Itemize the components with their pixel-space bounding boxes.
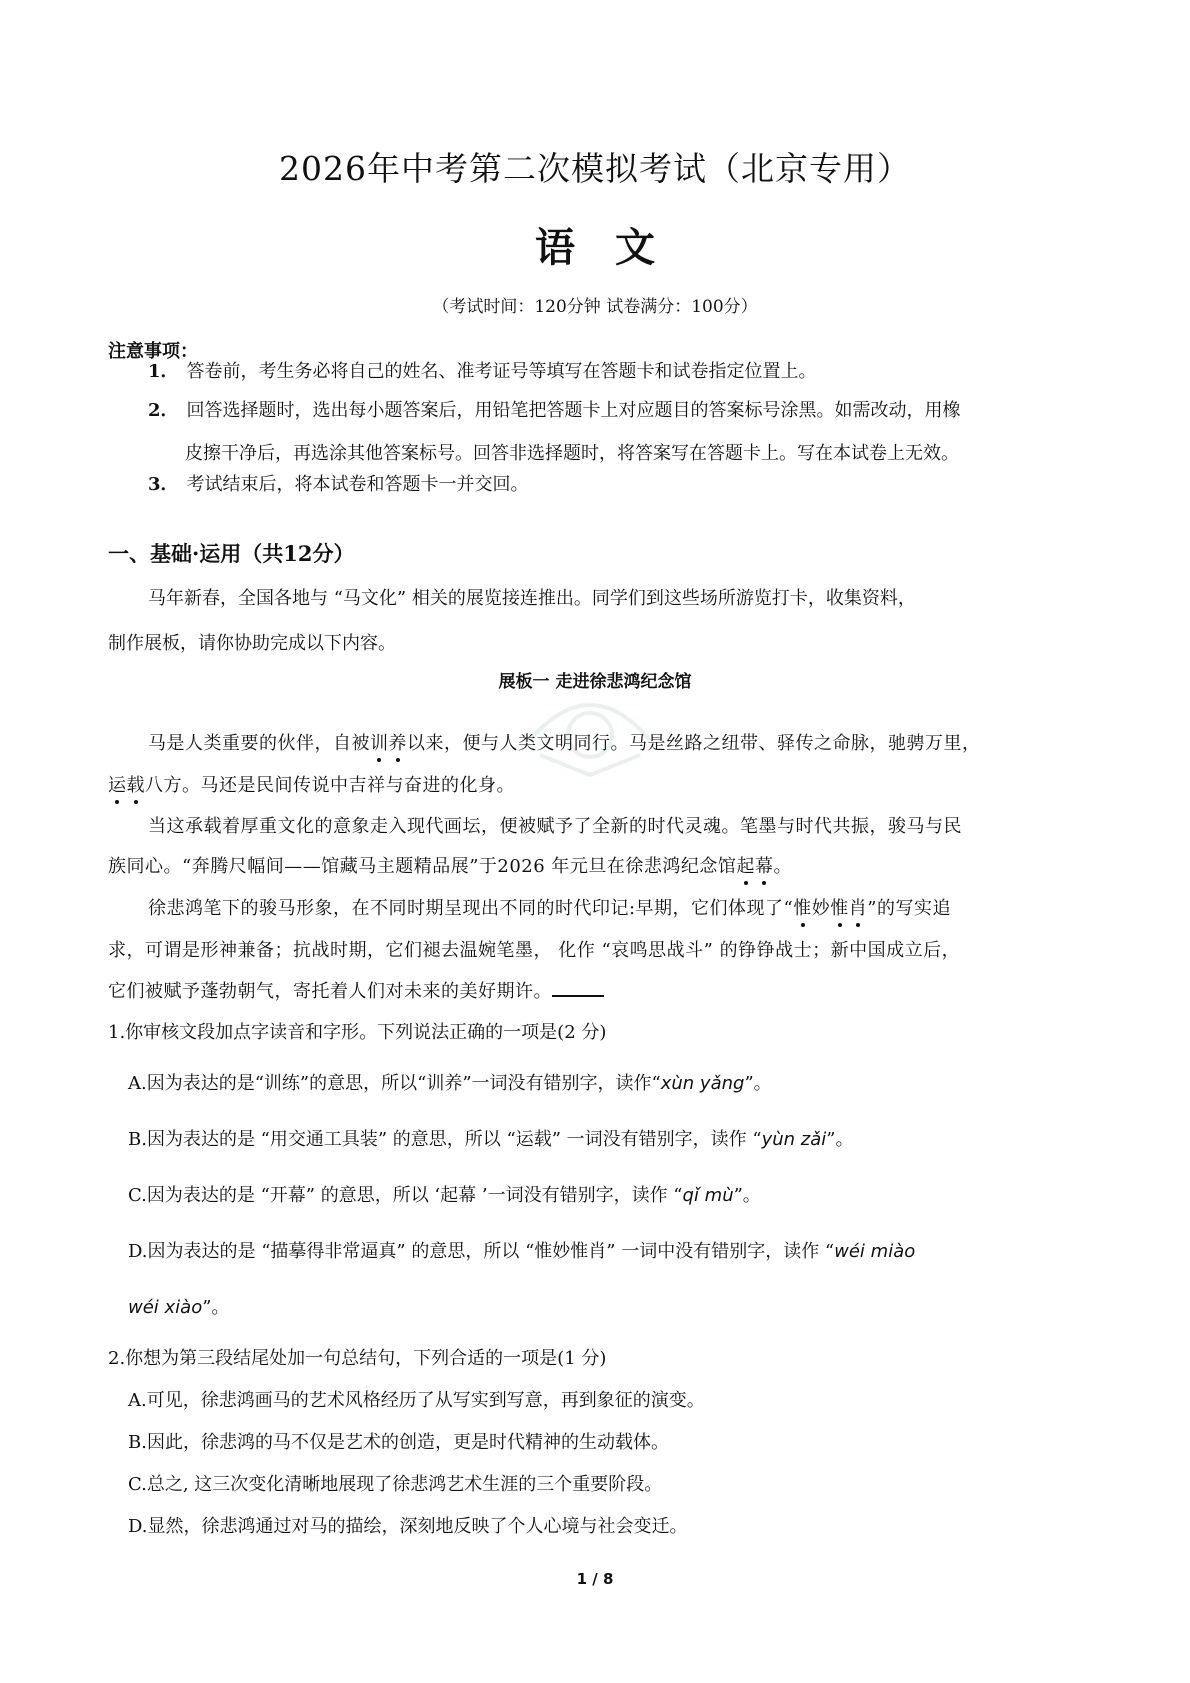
text: 妙 <box>811 898 831 919</box>
dotted-char: 幕 <box>754 856 774 877</box>
option-text: ”。 <box>733 1185 761 1206</box>
notice-heading: 注意事项： <box>108 341 198 362</box>
answer-blank[interactable] <box>552 979 604 997</box>
para1-line1 <box>148 729 1088 755</box>
page-number: 1 / 8 <box>576 1570 614 1588</box>
para3-line3 <box>108 977 1086 1003</box>
text: 以来，便与人类文明同行。马是丝路之纽带、驿传之命脉，驰骋万里， <box>407 733 981 754</box>
notice-item-1 <box>148 351 1086 393</box>
option-text: D.因为表达的是 “描摹得非常逼真” 的意思，所以 “惟妙惟肖” 一词中没有错别字，读作 “ <box>128 1241 835 1262</box>
para2-line1: 当这承载着厚重文化的意象走入现代画坛，便被赋予了全新的时代灵魂。笔墨与时代共振，骏马与民 <box>148 816 962 837</box>
dotted-char: 起 <box>736 856 755 877</box>
exam-info: （考试时间：120分钟 试卷满分：100分） <box>432 297 758 317</box>
dotted-char: 运 <box>108 775 127 796</box>
dotted-char: 肖 <box>848 898 868 919</box>
subject-char-2: 文 <box>615 224 655 271</box>
dotted-char: 惟 <box>793 898 812 919</box>
pinyin: xùn yǎng <box>660 1073 745 1094</box>
notice-num: 3． <box>148 474 179 495</box>
section-heading: 一、基础·运用（共12分） <box>108 541 355 566</box>
dotted-char: 训 <box>370 733 389 754</box>
q1-option-c[interactable] <box>128 1181 1088 1207</box>
pinyin: wéi miào <box>834 1241 916 1262</box>
para1-line2 <box>108 771 1086 797</box>
option-text: ”。 <box>202 1297 230 1318</box>
option-text: A.因为表达的是“训练”的意思，所以“训养”一词没有错别字，读作“ <box>128 1073 661 1094</box>
q2-option-d[interactable]: D.显然，徐悲鸿通过对马的描绘，深刻地反映了个人心境与社会变迁。 <box>128 1516 688 1537</box>
text: 马是人类重要的伙伴，自被 <box>148 733 370 754</box>
notice-text: 回答选择题时，选出每小题答案后，用铅笔把答题卡上对应题目的答案标号涂黑。如需改动，用橡 <box>186 400 961 421</box>
option-text: ”。 <box>826 1129 854 1150</box>
para3-line2: 求，可谓是形神兼备；抗战时期，它们褪去温婉笔墨， 化作 “哀鸣思战斗” 的铮铮战士；新中国成立后， <box>108 940 961 961</box>
dotted-char: 惟 <box>830 898 849 919</box>
notice-item-2-cont: 皮擦干净后，再选涂其他答案标号。回答非选择题时，将答案写在答题卡上。写在本试卷上无效。 <box>185 443 959 464</box>
option-text: B.因为表达的是 “用交通工具装” 的意思，所以 “运载” 一词没有错别字，读作 “ <box>128 1129 762 1150</box>
option-text: C.因为表达的是 “开幕” 的意思，所以 ‘起幕 ’一词没有错别字，读作 “ <box>128 1185 683 1206</box>
text: 它们被赋予蓬勃朝气，寄托着人们对未来的美好期许。 <box>108 981 552 1002</box>
q1-option-d[interactable] <box>128 1237 1088 1263</box>
q1-option-a[interactable] <box>128 1069 1088 1095</box>
text: 。 <box>773 856 792 877</box>
notice-item-2 <box>148 390 1086 432</box>
notice-text: 考试结束后，将本试卷和答题卡一并交回。 <box>186 474 529 495</box>
q2-option-b[interactable]: B.因此，徐悲鸿的马不仅是艺术的创造，更是时代精神的生动载体。 <box>128 1432 669 1453</box>
notice-text: 答卷前，考生务必将自己的姓名、准考证号等填写在答题卡和试卷指定位置上。 <box>186 361 817 382</box>
pinyin: wéi xiào <box>128 1297 203 1318</box>
q2-option-c[interactable]: C.总之, 这三次变化清晰地展现了徐悲鸿艺术生涯的三个重要阶段。 <box>128 1474 663 1495</box>
notice-item-3 <box>148 464 1086 506</box>
panel-title: 展板一 走进徐悲鸿纪念馆 <box>498 672 692 692</box>
pinyin: qǐ mù <box>682 1185 734 1206</box>
pinyin: yùn zǎi <box>761 1129 827 1150</box>
notice-num: 1． <box>148 361 179 382</box>
intro-line-2: 制作展板，请你协助完成以下内容。 <box>108 633 396 654</box>
text: ”的写实追 <box>867 898 951 919</box>
para3-line1 <box>148 894 1088 920</box>
dotted-char: 养 <box>388 733 407 754</box>
question-1-stem: 1.你审核文段加点字读音和字形。下列说法正确的一项是(2 分) <box>108 1022 607 1043</box>
exam-title: 2026年中考第二次模拟考试（北京专用） <box>279 149 911 188</box>
text: 族同心。“奔腾尺幅间——馆藏马主题精品展”于2026 年元旦在徐悲鸿纪念馆 <box>108 856 737 877</box>
text: 八方。马还是民间传说中吉祥与奋进的化身。 <box>145 775 515 796</box>
subject-title <box>0 216 1190 273</box>
q1-option-d-cont[interactable] <box>128 1293 1088 1319</box>
para2-line2 <box>108 852 1086 878</box>
intro-line-1: 马年新春，全国各地与 “马文化” 相关的展览接连推出。同学们到这些场所游览打卡，收集资料， <box>148 588 916 609</box>
subject-char-1: 语 <box>535 224 575 271</box>
q2-option-a[interactable]: A.可见，徐悲鸿画马的艺术风格经历了从写实到写意，再到象征的演变。 <box>128 1390 705 1411</box>
text: 徐悲鸿笔下的骏马形象，在不同时期呈现出不同的时代印记:早期，它们体现了“ <box>148 898 794 919</box>
question-2-stem: 2.你想为第三段结尾处加一句总结句，下列合适的一项是(1 分) <box>108 1348 607 1369</box>
option-text: ”。 <box>744 1073 772 1094</box>
q1-option-b[interactable] <box>128 1125 1088 1151</box>
dotted-char: 载 <box>126 775 145 796</box>
notice-num: 2． <box>148 400 179 421</box>
